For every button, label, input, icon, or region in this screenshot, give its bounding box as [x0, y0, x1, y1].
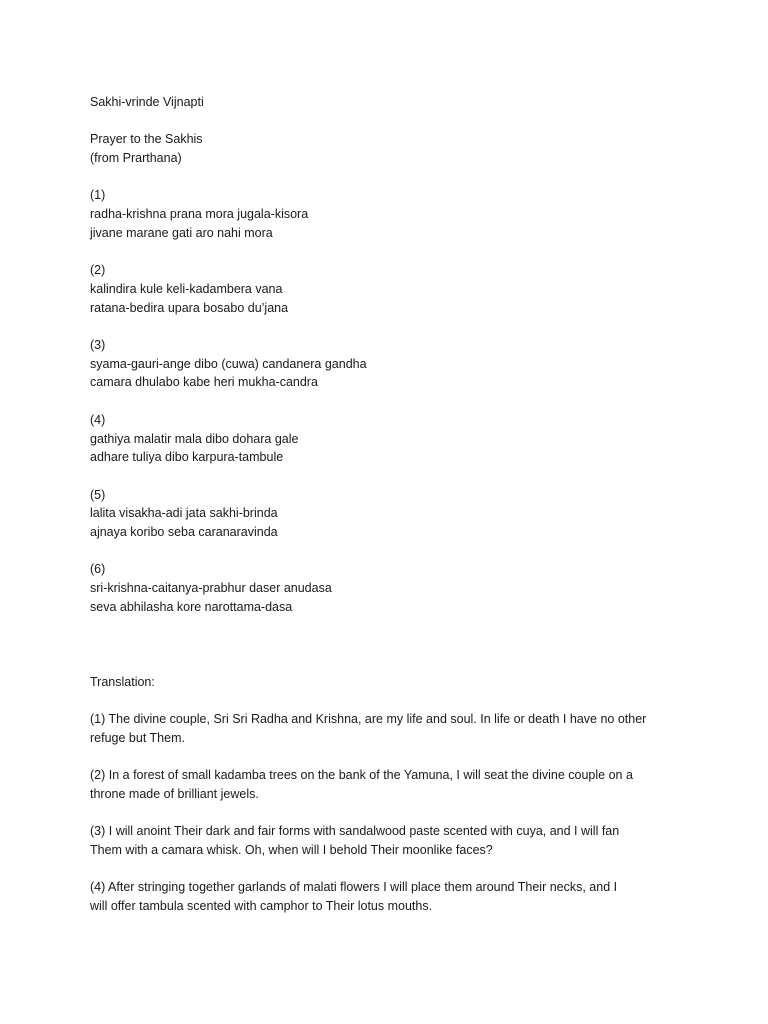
verse-line: lalita visakha-adi jata sakhi-brinda [90, 506, 278, 521]
verse-line: gathiya malatir mala dibo dohara gale [90, 431, 299, 446]
verse-block [90, 336, 690, 392]
verse-block [90, 186, 690, 242]
document-source: (from Prarthana) [90, 151, 182, 166]
verse-block [90, 560, 690, 616]
translation-paragraph [90, 878, 690, 915]
verse-line: adhare tuliya dibo karpura-tambule [90, 450, 284, 465]
verse-line: camara dhulabo kabe heri mukha-candra [90, 375, 318, 390]
verse-block [90, 486, 690, 542]
verse-line: radha-krishna prana mora jugala-kisora [90, 207, 309, 222]
translation-line: (2) In a forest of small kadamba trees on the bank of the Yamuna, I will seat the divine couple on a [90, 768, 633, 783]
translation-line: will offer tambula scented with camphor to Their lotus mouths. [90, 899, 433, 914]
translation-line: refuge but Them. [90, 730, 185, 745]
verse-line: ratana-bedira upara bosabo du’jana [90, 300, 289, 315]
verse-number: (3) [90, 338, 106, 353]
document-subtitle: Prayer to the Sakhis [90, 132, 203, 147]
verse-line: ajnaya koribo seba caranaravinda [90, 525, 278, 540]
verse-line: syama-gauri-ange dibo (cuwa) candanera gandha [90, 356, 367, 371]
translation-paragraph [90, 710, 690, 747]
translation-line: (1) The divine couple, Sri Sri Radha and Krishna, are my life and soul. In life or death I have no other [90, 712, 647, 727]
translation-line: (3) I will anoint Their dark and fair forms with sandalwood paste scented with cuya, and I will fan [90, 824, 620, 839]
verse-line: sri-krishna-caitanya-prabhur daser anudasa [90, 581, 332, 596]
verse-number: (6) [90, 562, 106, 577]
verse-block [90, 261, 690, 317]
translation-line: throne made of brilliant jewels. [90, 786, 259, 801]
translation-heading: Translation: [90, 674, 155, 689]
verse-line: jivane marane gati aro nahi mora [90, 225, 273, 240]
verse-number: (5) [90, 487, 106, 502]
verse-block [90, 411, 690, 467]
verse-number: (4) [90, 412, 106, 427]
translation-paragraph [90, 822, 690, 859]
verse-number: (2) [90, 263, 106, 278]
verse-number: (1) [90, 188, 106, 203]
verse-line: kalindira kule keli-kadambera vana [90, 281, 283, 296]
verse-line: seva abhilasha kore narottama-dasa [90, 599, 293, 614]
document-page [90, 93, 690, 916]
translation-line: Them with a camara whisk. Oh, when will I behold Their moonlike faces? [90, 842, 493, 857]
translation-paragraph [90, 766, 690, 803]
document-title: Sakhi-vrinde Vijnapti [90, 95, 204, 109]
translation-line: (4) After stringing together garlands of malati flowers I will place them around Their necks, and I [90, 880, 618, 895]
